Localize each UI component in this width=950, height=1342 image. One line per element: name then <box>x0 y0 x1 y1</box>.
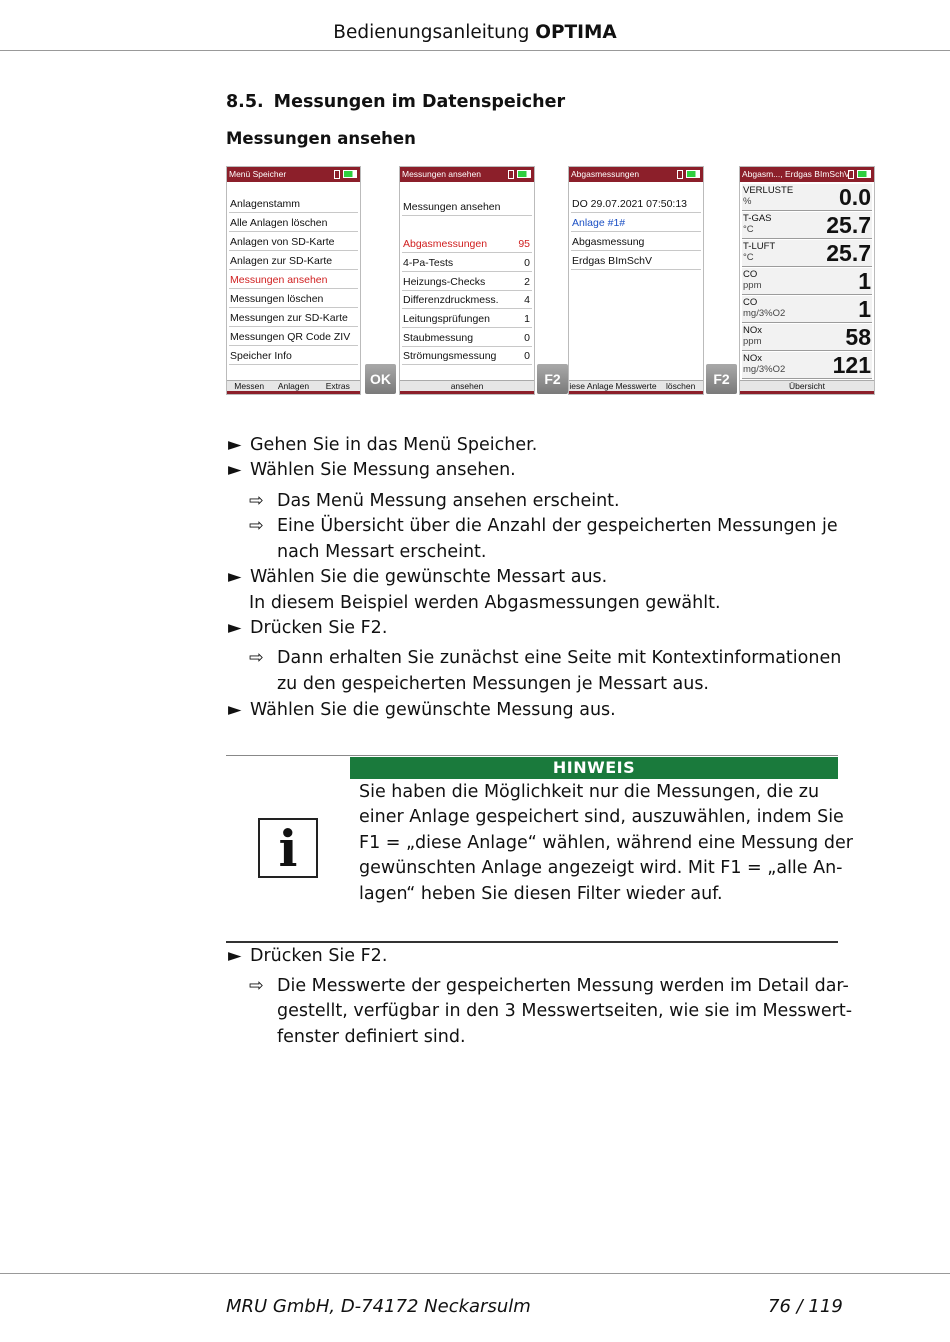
footer-divider <box>0 1273 950 1274</box>
screen-abgasmessungen <box>568 166 704 395</box>
softkey-f1[interactable]: Messen <box>234 381 265 391</box>
result-2-cont: nach Messart erscheint. <box>277 542 487 562</box>
list-item-label: Strömungsmessung <box>403 350 497 362</box>
footer-company: MRU GmbH, D-74172 Neckarsulm <box>226 1296 531 1317</box>
list-header <box>402 198 532 216</box>
sd-card-icon <box>677 170 683 179</box>
value-unit: ppm <box>743 336 762 347</box>
list-item[interactable] <box>402 254 532 272</box>
page-header <box>0 22 950 43</box>
header-title: Bedienungsanleitung <box>333 22 536 43</box>
list-item-label: Leitungsprüfungen <box>403 313 490 325</box>
value-number: 1 <box>858 296 871 322</box>
result-text: Die Messwerte der gespeicherten Messung werden im Detail dar- <box>277 976 849 996</box>
value-row <box>742 240 872 267</box>
sd-card-icon <box>334 170 340 179</box>
header-product: OPTIMA <box>535 22 617 43</box>
ok-key[interactable]: OK <box>365 364 396 394</box>
hint-line: F1 = „diese Anlage“ wählen, während eine Messung der <box>359 833 853 853</box>
hint-line: Sie haben die Möglichkeit nur die Messungen, die zu <box>359 782 820 802</box>
measurement-type: Abgasmessung <box>571 233 701 251</box>
menu-item[interactable]: Alle Anlagen löschen <box>229 214 358 232</box>
list-item-count: 1 <box>524 313 530 325</box>
value-row <box>742 212 872 239</box>
menu-item[interactable]: Speicher Info <box>229 347 358 365</box>
value-unit: °C <box>743 224 754 235</box>
result-4 <box>249 974 849 1000</box>
step-text: Gehen Sie in das Menü Speicher. <box>250 435 538 455</box>
screen-title-bar <box>740 167 874 182</box>
value-label: T-GAS <box>743 213 772 224</box>
softkey-f1[interactable]: iese Anlage <box>569 381 614 391</box>
list-item[interactable] <box>402 347 532 365</box>
softkey-f2[interactable]: Übersicht <box>789 381 825 391</box>
value-label: VERLUSTE <box>743 185 794 196</box>
menu-item[interactable]: Anlagen von SD-Karte <box>229 233 358 251</box>
step-marker-icon: ► <box>228 435 242 455</box>
softkey-f2[interactable]: Anlagen <box>277 381 310 391</box>
value-row <box>742 184 872 211</box>
softkey-f2[interactable]: Messwerte <box>615 381 657 391</box>
step-marker-icon: ► <box>228 946 242 966</box>
value-unit: % <box>743 196 752 207</box>
measurement-date: DO 29.07.2021 07:50:13 <box>571 195 701 213</box>
screen-title: Abgasmessungen <box>571 169 640 179</box>
menu-item[interactable]: Messungen QR Code ZIV <box>229 328 358 346</box>
hint-line: einer Anlage gespeichert sind, auszuwählen, indem Sie <box>359 807 844 827</box>
step-3-cont: In diesem Beispiel werden Abgasmessungen gewählt. <box>249 593 721 613</box>
battery-icon <box>686 170 700 178</box>
screen-title: Messungen ansehen <box>402 169 481 179</box>
screen-title-bar <box>227 167 360 182</box>
menu-item[interactable]: Messungen löschen <box>229 290 358 308</box>
softkey-f2[interactable]: ansehen <box>450 381 484 391</box>
list-item[interactable] <box>402 329 532 347</box>
value-label: CO <box>743 297 758 308</box>
softkey-bar <box>227 380 360 394</box>
value-number: 121 <box>832 352 871 378</box>
screen-menu-speicher <box>226 166 361 395</box>
softkey-bar <box>569 380 703 394</box>
step-text: Drücken Sie F2. <box>250 946 388 966</box>
result-4-cont: gestellt, verfügbar in den 3 Messwertseiten, wie sie im Messwert- <box>277 1001 853 1021</box>
value-label: CO <box>743 269 758 280</box>
status-icons <box>677 170 700 179</box>
result-arrow-icon: ⇨ <box>249 976 264 996</box>
softkey-bar <box>400 380 534 394</box>
list-item-count: 0 <box>524 332 530 344</box>
list-item-selected[interactable] <box>402 235 532 253</box>
screen-title: Menü Speicher <box>229 169 287 179</box>
battery-icon <box>857 170 871 178</box>
value-label: NOx <box>743 353 762 364</box>
hint-line: gewünschten Anlage angezeigt wird. Mit F1 = „alle An- <box>359 858 843 878</box>
header-divider <box>0 50 950 51</box>
measurement-fuel: Erdgas BImSchV <box>571 252 701 270</box>
list-item-label: 4-Pa-Tests <box>403 257 454 269</box>
list-item[interactable] <box>402 273 532 291</box>
step-6 <box>228 944 387 970</box>
result-arrow-icon: ⇨ <box>249 491 264 511</box>
result-2 <box>249 514 838 540</box>
page-number: 76 / 119 <box>768 1296 843 1317</box>
section-title <box>226 92 565 112</box>
list-item-label: Staubmessung <box>403 332 474 344</box>
step-3 <box>228 565 607 591</box>
menu-item[interactable]: Messungen zur SD-Karte <box>229 309 358 327</box>
step-text: Wählen Sie die gewünschte Messart aus. <box>250 567 608 587</box>
result-arrow-icon: ⇨ <box>249 648 264 668</box>
menu-item[interactable]: Anlagenstamm <box>229 195 358 213</box>
value-label: NOx <box>743 325 762 336</box>
list-item-label: Differenzdruckmess. <box>403 294 499 306</box>
list-item-count: 95 <box>518 238 530 250</box>
value-number: 25.7 <box>826 240 871 266</box>
f2-key[interactable]: F2 <box>537 364 568 394</box>
value-label: T-LUFT <box>743 241 776 252</box>
step-marker-icon: ► <box>228 567 242 587</box>
result-3-cont: zu den gespeicherten Messungen je Messart aus. <box>277 674 709 694</box>
battery-icon <box>517 170 531 178</box>
section-number: 8.5. <box>226 92 264 112</box>
screen-measured-values <box>739 166 875 395</box>
hint-line: lagen“ heben Sie diesen Filter wieder auf. <box>359 884 723 904</box>
result-text: Das Menü Messung ansehen erscheint. <box>277 491 620 511</box>
step-marker-icon: ► <box>228 618 242 638</box>
menu-item[interactable]: Anlagen zur SD-Karte <box>229 252 358 270</box>
step-1 <box>228 433 537 459</box>
info-icon: i <box>258 818 318 878</box>
value-unit: mg/3%O2 <box>743 364 786 375</box>
step-5 <box>228 698 616 724</box>
value-number: 25.7 <box>826 212 871 238</box>
list-item-count: 2 <box>524 276 530 288</box>
step-2 <box>228 458 516 484</box>
value-row <box>742 296 872 323</box>
sd-card-icon <box>508 170 514 179</box>
section-title-text: Messungen im Datenspeicher <box>273 92 566 112</box>
softkey-f3[interactable]: löschen <box>666 381 696 391</box>
value-unit: °C <box>743 252 754 263</box>
value-row <box>742 268 872 295</box>
list-item-count: 0 <box>524 257 530 269</box>
status-icons <box>848 170 871 179</box>
list-item-label: Abgasmessungen <box>403 238 488 250</box>
f2-key[interactable]: F2 <box>706 364 737 394</box>
value-row <box>742 324 872 351</box>
status-icons <box>334 170 357 179</box>
step-marker-icon: ► <box>228 700 242 720</box>
list-item[interactable] <box>402 291 532 309</box>
step-text: Drücken Sie F2. <box>250 618 388 638</box>
list-item-label: Heizungs-Checks <box>403 276 486 288</box>
hint-banner: HINWEIS <box>350 757 838 779</box>
sd-card-icon <box>848 170 854 179</box>
hint-bottom-rule <box>226 941 838 943</box>
list-item-count: 4 <box>524 294 530 306</box>
value-unit: mg/3%O2 <box>743 308 786 319</box>
list-item-count: 0 <box>524 350 530 362</box>
screen-title: Abgasm..., Erdgas BImSchV <box>742 169 850 179</box>
step-text: Wählen Sie Messung ansehen. <box>250 460 516 480</box>
list-header-label: Messungen ansehen <box>403 201 501 213</box>
result-arrow-icon: ⇨ <box>249 516 264 536</box>
screen-title-bar <box>569 167 703 182</box>
value-row <box>742 352 872 379</box>
status-icons <box>508 170 531 179</box>
menu-item-selected[interactable]: Messungen ansehen <box>229 271 358 289</box>
list-item[interactable] <box>402 310 532 328</box>
result-text: Eine Übersicht über die Anzahl der gespeicherten Messungen je <box>277 516 838 536</box>
hint-top-rule <box>226 755 838 756</box>
result-4-cont: fenster definiert sind. <box>277 1027 466 1047</box>
result-1 <box>249 489 620 515</box>
battery-icon <box>343 170 357 178</box>
step-text: Wählen Sie die gewünschte Messung aus. <box>250 700 616 720</box>
step-4 <box>228 616 387 642</box>
result-text: Dann erhalten Sie zunächst eine Seite mit Kontextinformationen <box>277 648 842 668</box>
screen-messungen-ansehen <box>399 166 535 395</box>
softkey-f3[interactable]: Extras <box>325 381 350 391</box>
result-3 <box>249 646 841 672</box>
step-marker-icon: ► <box>228 460 242 480</box>
screen-title-bar <box>400 167 534 182</box>
measurement-plant: Anlage #1# <box>571 214 701 232</box>
value-number: 58 <box>845 324 871 350</box>
value-unit: ppm <box>743 280 762 291</box>
sub-title: Messungen ansehen <box>226 129 416 148</box>
value-number: 0.0 <box>839 184 871 210</box>
softkey-bar <box>740 380 874 394</box>
value-number: 1 <box>858 268 871 294</box>
